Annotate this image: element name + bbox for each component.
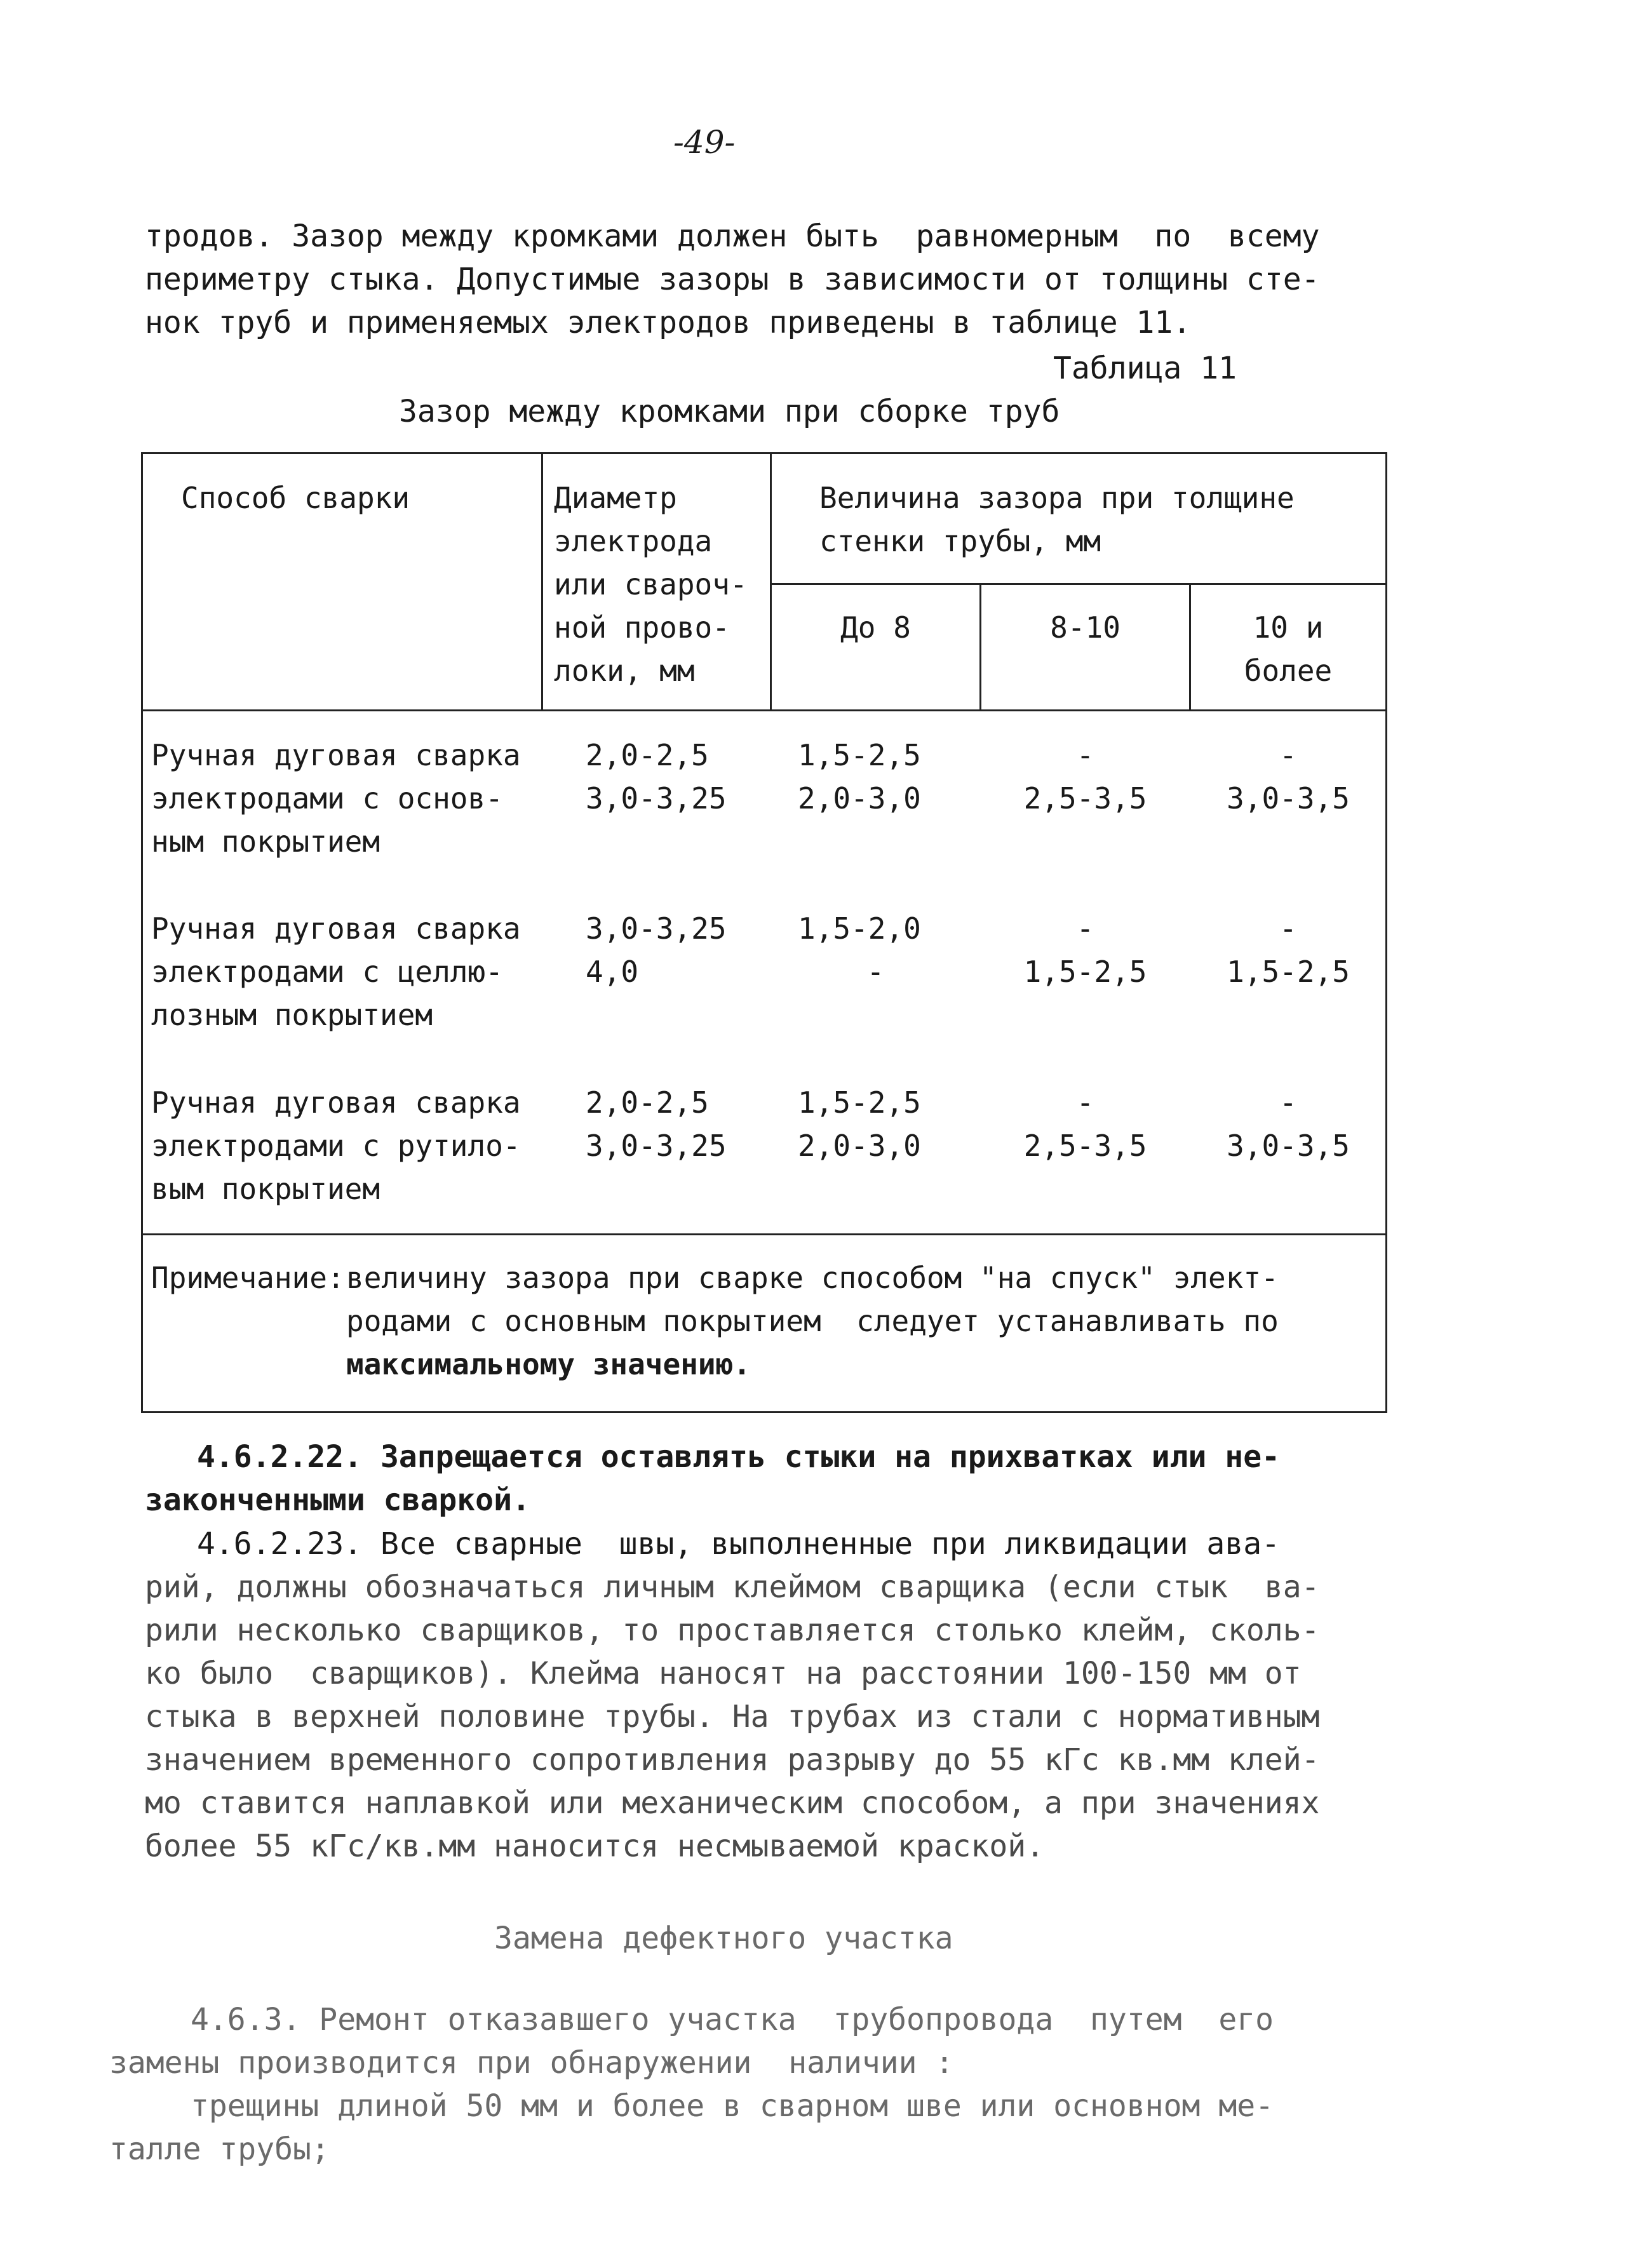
header-diameter: Диаметр: [554, 481, 677, 515]
paragraph-line: мо ставится наплавкой или механическим способом, а при значениях: [145, 1785, 1320, 1821]
row-gap-8-10: -: [1076, 1085, 1094, 1120]
row-method: Ручная дуговая сварка: [151, 738, 521, 772]
row-method: лозным покрытием: [151, 998, 433, 1032]
paragraph-line: рили несколько сварщиков, то проставляется столько клейм, сколь-: [145, 1613, 1320, 1648]
table-col-divider: [541, 452, 543, 711]
header-over-10: более: [1244, 654, 1333, 688]
table-label: Таблица 11: [1053, 351, 1237, 386]
row-gap-upto-8: 1,5-2,0: [798, 911, 921, 946]
header-diameter: локи, мм: [554, 654, 695, 688]
row-gap-upto-8: 1,5-2,5: [798, 1085, 921, 1120]
row-method: вым покрытием: [151, 1172, 380, 1206]
paragraph-line: 4.6.3. Ремонт отказавшего участка трубопровода путем его: [191, 2002, 1274, 2037]
row-method: электродами с основ-: [151, 781, 503, 815]
paragraph-line: трещины длиной 50 мм и более в сварном шве или основном ме-: [191, 2088, 1274, 2124]
row-gap-8-10: -: [1076, 911, 1094, 946]
note-line: родами с основным покрытием следует устанавливать по: [346, 1304, 1279, 1338]
note-label: Примечание:: [151, 1261, 345, 1295]
header-gap: стенки трубы, мм: [819, 524, 1101, 558]
intro-line: нок труб и применяемых электродов приведены в таблице 11.: [145, 305, 1192, 340]
paragraph-line: более 55 кГс/кв.мм наносится несмываемой краской.: [145, 1828, 1045, 1864]
row-gap-upto-8: 1,5-2,5: [798, 738, 921, 772]
row-method: Ручная дуговая сварка: [151, 1085, 521, 1120]
header-method: Способ сварки: [181, 481, 410, 515]
row-diameter: 2,0-2,5: [586, 1085, 709, 1120]
header-upto-8: До 8: [840, 610, 911, 645]
row-gap-over-10: -: [1279, 911, 1297, 946]
paragraph-line: законченными сваркой.: [145, 1482, 530, 1518]
table-top-border: [141, 452, 1387, 454]
paragraph-line: талле трубы;: [109, 2131, 330, 2167]
paragraph-line: значением временного сопротивления разрыву до 55 кГс кв.мм клей-: [145, 1742, 1320, 1778]
paragraph-line: ко было сварщиков). Клейма наносят на расстоянии 100-150 мм от: [145, 1656, 1302, 1691]
row-gap-over-10: -: [1279, 738, 1297, 772]
row-diameter: 4,0: [586, 955, 639, 989]
table-header-bottom: [141, 709, 1387, 711]
paragraph-line: 4.6.2.22. Запрещается оставлять стыки на прихватках или не-: [197, 1439, 1281, 1475]
row-method: Ручная дуговая сварка: [151, 911, 521, 946]
note-line: максимальному значению.: [346, 1347, 751, 1381]
page-number: -49-: [673, 124, 736, 161]
row-gap-over-10: 3,0-3,5: [1227, 1129, 1350, 1163]
row-gap-8-10: 1,5-2,5: [1023, 955, 1147, 989]
header-diameter: или свароч-: [554, 567, 748, 601]
note-line: величину зазора при сварке способом "на спуск" элект-: [346, 1261, 1279, 1295]
table-right-border: [1385, 452, 1387, 1412]
header-8-10: 8-10: [1050, 610, 1120, 645]
row-diameter: 3,0-3,25: [586, 911, 727, 946]
table-note-divider: [141, 1233, 1387, 1235]
header-over-10: 10 и: [1253, 610, 1324, 645]
row-gap-8-10: -: [1076, 738, 1094, 772]
paragraph-line: 4.6.2.23. Все сварные швы, выполненные при ликвидации ава-: [197, 1526, 1281, 1562]
row-gap-upto-8: 2,0-3,0: [798, 1129, 921, 1163]
header-diameter: ной прово-: [554, 610, 730, 645]
row-gap-over-10: -: [1279, 1085, 1297, 1120]
row-gap-8-10: 2,5-3,5: [1023, 781, 1147, 815]
table-col-divider: [770, 452, 772, 711]
row-method: электродами с целлю-: [151, 955, 503, 989]
table-subheader-divider: [770, 583, 1387, 585]
row-diameter: 3,0-3,25: [586, 1129, 727, 1163]
paragraph-line: замены производится при обнаружении наличии :: [109, 2045, 954, 2081]
table-caption: Зазор между кромками при сборке труб: [399, 394, 1060, 429]
intro-line: тродов. Зазор между кромками должен быть равномерным по всему: [145, 218, 1320, 254]
row-method: электродами с рутило-: [151, 1129, 521, 1163]
paragraph-line: стыка в верхней половине трубы. На трубах из стали с нормативным: [145, 1699, 1320, 1735]
row-diameter: 2,0-2,5: [586, 738, 709, 772]
header-diameter: электрода: [554, 524, 713, 558]
row-gap-8-10: 2,5-3,5: [1023, 1129, 1147, 1163]
row-gap-upto-8: -: [866, 955, 885, 989]
row-gap-over-10: 1,5-2,5: [1227, 955, 1350, 989]
row-gap-over-10: 3,0-3,5: [1227, 781, 1350, 815]
header-gap: Величина зазора при толщине: [819, 481, 1295, 515]
intro-line: периметру стыка. Допустимые зазоры в зависимости от толщины сте-: [145, 262, 1320, 297]
table-left-border: [141, 452, 143, 1412]
row-diameter: 3,0-3,25: [586, 781, 727, 815]
table-bottom-border: [141, 1411, 1387, 1413]
row-gap-upto-8: 2,0-3,0: [798, 781, 921, 815]
section-title: Замена дефектного участка: [494, 1921, 953, 1956]
paragraph-line: рий, должны обозначаться личным клеймом сварщика (если стык ва-: [145, 1569, 1320, 1605]
row-method: ным покрытием: [151, 824, 380, 859]
